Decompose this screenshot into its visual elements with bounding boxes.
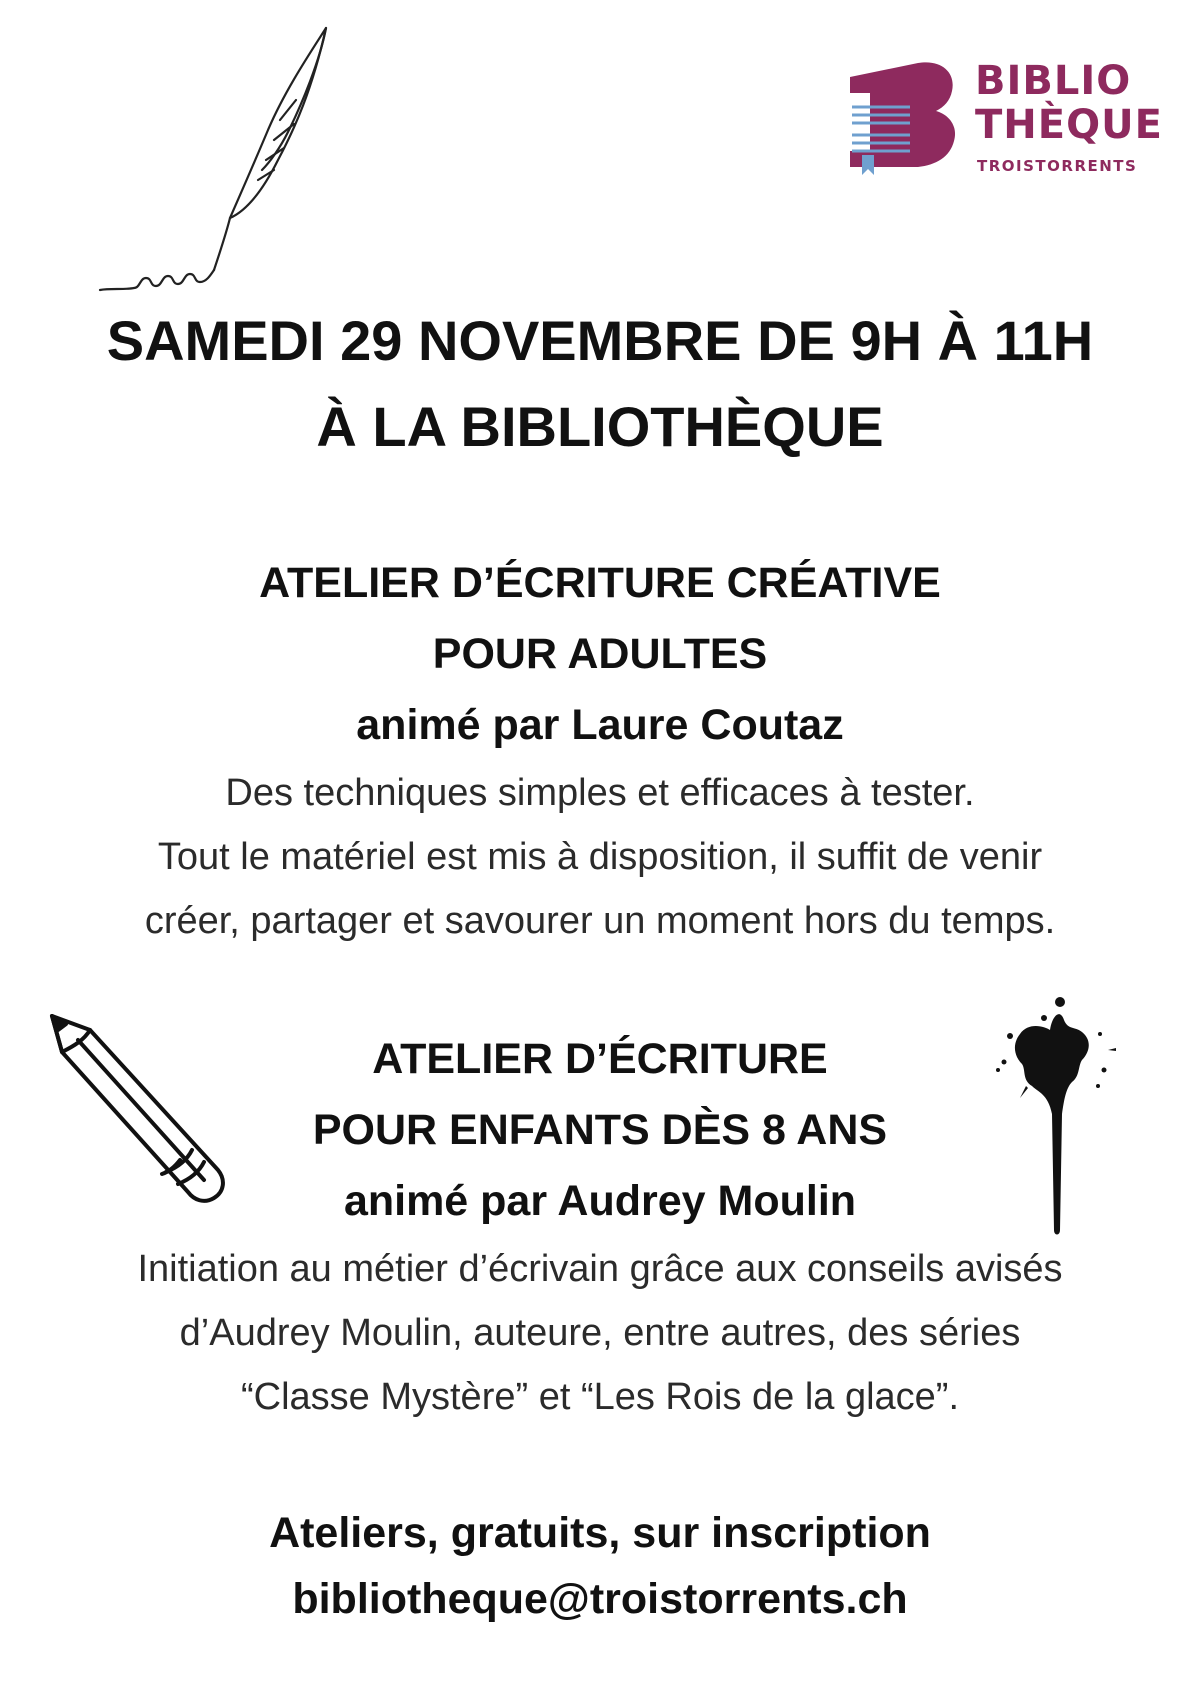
adult-workshop-title-1: ATELIER D’ÉCRITURE CRÉATIVE: [259, 559, 941, 607]
book-logo-icon: [840, 55, 965, 175]
logo-line-3: TROISTORRENTS: [977, 157, 1138, 175]
feather-quill-icon: [80, 20, 340, 300]
adult-workshop-desc-3: créer, partager et savourer un moment hors du temps.: [144, 900, 1056, 942]
kids-workshop-title-1: ATELIER D’ÉCRITURE: [372, 1035, 828, 1083]
adult-workshop-host: animé par Laure Coutaz: [356, 701, 844, 749]
ink-splash-icon: [990, 990, 1120, 1240]
kids-workshop-title-2: POUR ENFANTS DÈS 8 ANS: [312, 1106, 888, 1154]
library-logo: [840, 55, 1163, 195]
kids-workshop-host: animé par Audrey Moulin: [343, 1177, 857, 1225]
registration-note: Ateliers, gratuits, sur inscription: [269, 1509, 931, 1557]
contact-email[interactable]: bibliotheque@troistorrents.ch: [292, 1575, 908, 1623]
adult-workshop-section: [0, 548, 1200, 953]
kids-workshop-desc-3: “Classe Mystère” et “Les Rois de la glace”.: [240, 1376, 960, 1418]
kids-workshop-desc-2: d’Audrey Moulin, auteure, entre autres, des séries: [179, 1312, 1021, 1354]
logo-line-1: BIBLIO: [975, 58, 1132, 104]
adult-workshop-desc-2: Tout le matériel est mis à disposition, il suffit de venir: [157, 836, 1043, 878]
kids-workshop-desc-1: Initiation au métier d’écrivain grâce aux conseils avisés: [137, 1248, 1063, 1290]
logo-line-2: THÈQUE: [975, 102, 1163, 148]
event-date: SAMEDI 29 NOVEMBRE DE 9H À 11H: [106, 309, 1094, 372]
footer: [0, 1500, 1200, 1632]
event-place: À LA BIBLIOTHÈQUE: [316, 395, 884, 458]
adult-workshop-desc-1: Des techniques simples et efficaces à tester.: [225, 772, 975, 814]
adult-workshop-title-2: POUR ADULTES: [432, 630, 768, 678]
